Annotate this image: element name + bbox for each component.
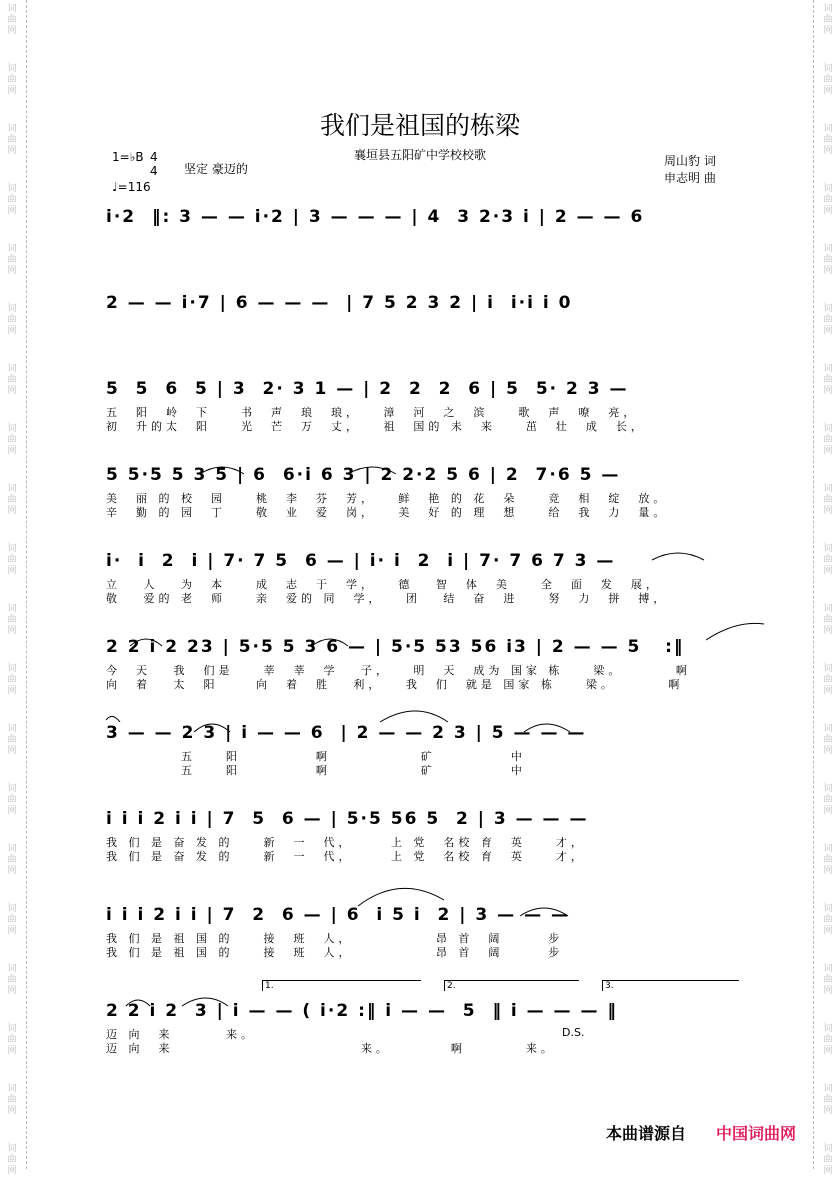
score-line-7	[106, 718, 766, 808]
lyrics-verse-2: 我 们 是 奋 发 的 新 一 代， 上 党 名校 育 英 才，	[106, 850, 586, 863]
lyrics-verse-2: 辛 勤 的 园 丁 敬 业 爱 岗， 美 好 的 理 想 给 我 力 量。	[106, 506, 669, 519]
watermark-glyph: 词 曲 网	[823, 244, 833, 276]
watermark-glyph: 词 曲 网	[7, 904, 17, 936]
notes: i i i 2 i i | 7 2 6 — | 6 i 5 i 2 | 3 — — —	[106, 905, 571, 925]
watermark-glyph: 词 曲 网	[7, 844, 17, 876]
notes: 5 5 6 5 | 3 2· 3 1 — | 2 2 2 6 | 5 5· 2 3 —	[106, 379, 629, 399]
watermark-glyph: 词 曲 网	[823, 964, 833, 996]
lyrics-verse-1: 五 阳 啊 矿 中	[106, 750, 526, 763]
watermark-glyph: 词 曲 网	[7, 664, 17, 696]
watermark-glyph: 词 曲 网	[7, 244, 17, 276]
lyrics-verse-1: 立 人 为 本 成 志 于 学， 德 智 体 美 全 面 发 展，	[106, 578, 661, 591]
key-label: 1=	[112, 150, 130, 164]
watermark-glyph: 词 曲 网	[7, 124, 17, 156]
lyrics-verse-2: 初 升的太 阳 光 芒 万 丈， 祖 国的 未 来 茁 壮 成 长，	[106, 420, 646, 433]
expression-marking: 坚定 豪迈的	[184, 162, 248, 176]
watermark-glyph: 词 曲 网	[7, 1084, 17, 1116]
watermark-glyph: 词 曲 网	[7, 184, 17, 216]
footer-source-label: 本曲谱源自	[606, 1124, 687, 1143]
ds-marker: D.S.	[562, 1026, 585, 1039]
watermark-glyph: 词 曲 网	[823, 124, 833, 156]
watermark-glyph: 词 曲 网	[7, 604, 17, 636]
watermark-glyph: 词 曲 网	[823, 184, 833, 216]
volta-2: 2.	[444, 980, 579, 991]
lyrics-verse-1: 我 们 是 祖 国 的 接 班 人， 昂 首 阔 步	[106, 932, 564, 945]
score-line-1	[106, 202, 766, 292]
volta-1: 1.	[262, 980, 421, 991]
watermark-glyph: 词 曲 网	[823, 484, 833, 516]
watermark-glyph: 词 曲 网	[7, 724, 17, 756]
notes: 2 — — i·7 | 6 — — — | 7 5 2 3 2 | i i·i i 0	[106, 293, 573, 313]
right-margin-watermark	[813, 0, 840, 1176]
lyrics-verse-2: 迈 向 来 来。 啊 来。	[106, 1042, 556, 1055]
watermark-glyph: 词 曲 网	[7, 364, 17, 396]
lyrics-verse-2: 五 阳 啊 矿 中	[106, 764, 526, 777]
watermark-glyph: 词 曲 网	[823, 424, 833, 456]
tempo-marking: ♩=116	[112, 180, 151, 194]
watermark-glyph: 词 曲 网	[7, 544, 17, 576]
watermark-glyph: 词 曲 网	[823, 784, 833, 816]
watermark-glyph: 词 曲 网	[823, 664, 833, 696]
watermark-glyph: 词 曲 网	[823, 544, 833, 576]
notes: 5 5·5 5 3 5 | 6 6·i 6 3 | 2 2·2 5 6 | 2 7·6 5 —	[106, 465, 621, 485]
watermark-glyph: 词 曲 网	[823, 364, 833, 396]
lyrics-verse-1: 五 阳 岭 下 书 声 琅 琅， 漳 河 之 滨 歌 声 嘹 亮，	[106, 406, 639, 419]
watermark-glyph: 词 曲 网	[7, 64, 17, 96]
watermark-glyph: 词 曲 网	[823, 904, 833, 936]
notes: i·2 ‖: 3 — — i·2 | 3 — — — | 4 3 2·3 i | 2 — — 6	[106, 207, 645, 227]
score-line-2	[106, 288, 766, 378]
notes: 2 2 i 2 23 | 5·5 5 3 6 — | 5·5 53 56 i3 | 2 — — 5 :‖	[106, 637, 685, 657]
key-signature	[112, 150, 158, 178]
lyrics-verse-1: 美 丽 的 校 园 桃 李 芬 芳， 鲜 艳 的 花 朵 竞 相 绽 放。	[106, 492, 669, 505]
lyrics-verse-2: 向 着 太 阳 向 着 胜 利， 我 们 就是 国家 栋 梁。 啊	[106, 678, 684, 691]
watermark-glyph: 词 曲 网	[823, 724, 833, 756]
score-line-6	[106, 632, 766, 722]
left-margin-watermark	[0, 0, 27, 1176]
watermark-glyph: 词 曲 网	[7, 784, 17, 816]
lyricist-credit: 周山豹 词	[664, 154, 716, 168]
notes: i· i 2 i | 7· 7 5 6 — | i· i 2 i | 7· 7 6 7 3 —	[106, 551, 616, 571]
song-subtitle: 襄垣县五阳矿中学校校歌	[353, 148, 486, 162]
lyrics-verse-1: 我 们 是 奋 发 的 新 一 代， 上 党 名校 育 英 才，	[106, 836, 586, 849]
watermark-glyph: 词 曲 网	[823, 1024, 833, 1056]
volta-3: 3.	[602, 980, 739, 991]
song-title: 我们是祖国的栋梁	[319, 111, 520, 140]
watermark-glyph: 词 曲 网	[7, 304, 17, 336]
notes: 3 — — 2 3 | i — — 6 | 2 — — 2 3 | 5 — — —	[106, 723, 587, 743]
score-line-5	[106, 546, 766, 636]
score-line-10	[106, 996, 766, 1086]
score-line-4	[106, 460, 766, 550]
notes: i i i 2 i i | 7 5 6 — | 5·5 56 5 2 | 3 — — —	[106, 809, 589, 829]
lyrics-verse-1: 迈 向 来 来。	[106, 1028, 256, 1041]
watermark-glyph: 词 曲 网	[823, 1084, 833, 1116]
key-flat: ♭B	[129, 150, 144, 164]
notes: 2 2 i 2 3 | i — — ( i·2 :‖ i — — 5 ‖ i — — — ‖	[106, 1001, 618, 1021]
watermark-glyph: 词 曲 网	[7, 1024, 17, 1056]
watermark-glyph: 词 曲 网	[823, 844, 833, 876]
watermark-glyph: 词 曲 网	[7, 4, 17, 36]
watermark-glyph: 词 曲 网	[7, 1144, 17, 1176]
time-signature	[150, 150, 158, 178]
score-line-9	[106, 900, 766, 990]
watermark-glyph: 词 曲 网	[7, 424, 17, 456]
composer-credit: 申志明 曲	[664, 171, 716, 185]
watermark-glyph: 词 曲 网	[823, 604, 833, 636]
time-bottom: 4	[150, 164, 158, 178]
score-line-3	[106, 374, 766, 464]
watermark-glyph: 词 曲 网	[823, 64, 833, 96]
watermark-glyph: 词 曲 网	[823, 304, 833, 336]
lyrics-verse-2: 敬 爱的 老 师 亲 爱的 同 学， 团 结 奋 进 努 力 拼 搏，	[106, 592, 669, 605]
lyrics-verse-2: 我 们 是 祖 国 的 接 班 人， 昂 首 阔 步	[106, 946, 564, 959]
time-top: 4	[150, 150, 158, 164]
watermark-glyph: 词 曲 网	[7, 484, 17, 516]
watermark-glyph: 词 曲 网	[823, 1144, 833, 1176]
footer-site-name[interactable]: 中国词曲网	[716, 1124, 797, 1143]
score-line-8	[106, 804, 766, 894]
lyrics-verse-1: 今 天 我 们是 莘 莘 学 子， 明 天 成为 国家 栋 梁。 啊	[106, 664, 691, 677]
watermark-glyph: 词 曲 网	[823, 4, 833, 36]
watermark-glyph: 词 曲 网	[7, 964, 17, 996]
